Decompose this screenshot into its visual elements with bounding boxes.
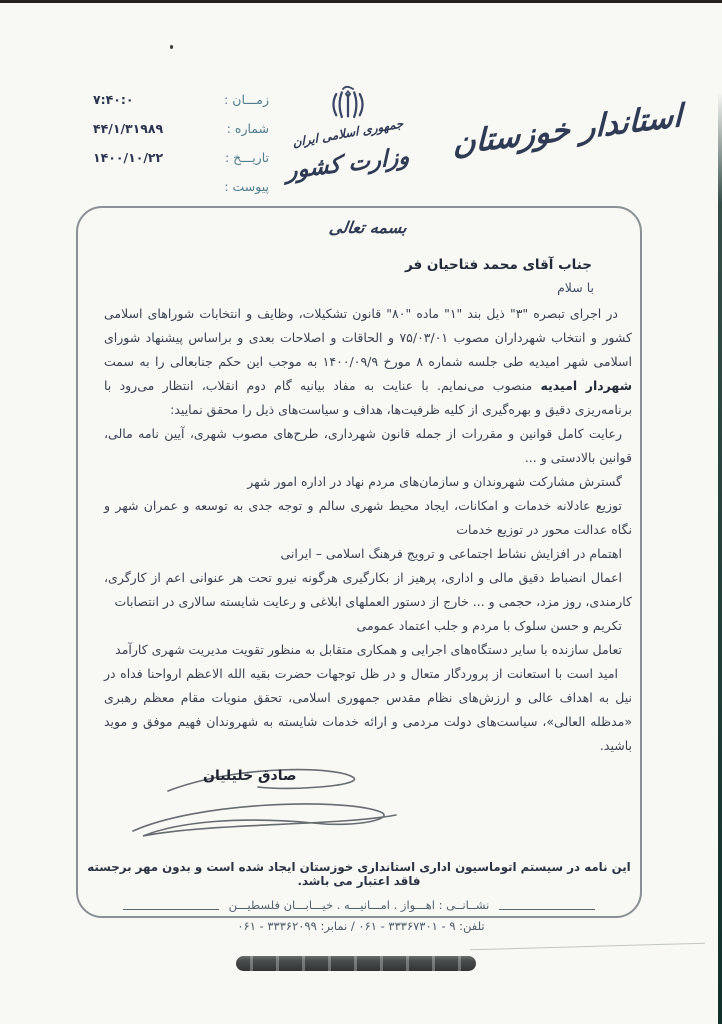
address-text: نشــانــی : اهـــواز . امـــانیـــه . خیـــابـــان فلسطیـــن (228, 898, 490, 912)
scan-top-edge-artifact (0, 0, 722, 3)
attachment-field-row (93, 179, 269, 208)
number-value: ۴۴/۱/۳۱۹۸۹ (93, 121, 164, 136)
date-value: ۱۴۰۰/۱۰/۲۲ (93, 150, 164, 165)
time-field-row (93, 92, 269, 121)
time-value: ۷:۴۰:۰ (93, 92, 134, 107)
scan-crease-artifact (470, 943, 705, 951)
ministry-title: وزارت کشور (286, 143, 410, 185)
policy-item-6: تکریم و حسن سلوک با مردم و جلب اعتماد عمومی (356, 618, 622, 633)
policy-item-5: اعمال انضباط دقیق مالی و اداری، پرهیز از بکارگیری هرگونه نیرو تحت هر عنوانی اعم از کارگری، کارمندی، روز مزد، حجمی و ... خارج از دستور العملهای ابلاغی و رعایت شایسته سالاری در انتصابات (104, 570, 632, 609)
appointment-paragraph (104, 302, 632, 422)
policy-item-1: رعایت کامل قوانین و مقررات از جمله قانون شهرداری، طرح‌های مصوب شهری، آیین نامه مالی، قوانین بالادستی و ... (104, 426, 632, 465)
address-rule-left (123, 909, 219, 910)
address-line (123, 898, 595, 912)
appointee-title-bold: شهردار امیدیه (540, 378, 632, 393)
salutation-text: با سلام (557, 280, 594, 295)
signatory-name: صادق خلیلیان (203, 768, 297, 784)
time-label: زمـــان : (224, 92, 269, 107)
closing-paragraph: امید است با استعانت از پروردگار متعال و در ظل توجهات حضرت بقیه الله الاعظم ارواحنا فداه در نیل به اهداف عالی و ارزش‌های نظام مقدس جمهوری اسلامی، تحقق منویات مقام معظم رهبری «مدظله العالی»، سیاست‌های دولت مردمی و ارائه خدمات شایسته به شهروندان فهیم موفق و موید باشید. (104, 666, 632, 753)
scan-right-edge-artifact (718, 92, 722, 1024)
besmeleh-calligraphy: بسمه تعالی (327, 218, 409, 237)
iran-national-emblem-icon (326, 84, 370, 122)
governorate-calligraphy: استاندار خوزستان (452, 97, 683, 163)
policy-item-2: گسترش مشارکت شهروندان و سازمان‌های مردم نهاد در اداره امور شهر (247, 474, 622, 489)
number-field-row (93, 121, 269, 150)
policy-item-7: تعامل سازنده با سایر دستگاه‌های اجرایی و همکاری متقابل به منظور تقویت مدیریت شهری کارآمد (115, 642, 622, 657)
header-metadata-fields (93, 92, 269, 208)
automation-validity-note: این نامه در سیستم اتوماسیون اداری استانداری خوزستان ایجاد شده است و بدون مهر برجسته فاقد اعتبار می باشد. (87, 860, 631, 888)
address-rule-right (499, 909, 595, 910)
scan-speck-artifact (170, 45, 173, 49)
header-center-block (278, 84, 418, 185)
phone-fax-line: تلفن: ۹ - ۳۳۳۶۷۳۰۱ - ۰۶۱ / نمابر: ۳۳۳۶۲۰۹۹ - ۰۶۱ (237, 919, 485, 933)
attachment-label: پیوست : (224, 179, 269, 194)
appointment-text-before: در اجرای تبصره "۳" ذیل بند "۱" ماده "۸۰" قانون تشکیلات، وظایف و انتخابات شوراهای اسلامی کشور و انتخاب شهرداران مصوب ۷۵/۰۳/۰۱ و الحاقات و اصلاحات بعدی و براساس پیشنهاد شورای اسلامی شهر امیدیه طی جلسه شماره ۸ مورخ ۱۴۰۰/۰۹/۹ به موجب این حکم جنابعالی را به سمت (104, 306, 632, 369)
date-field-row (93, 150, 269, 179)
recipient-name: جناب آقای محمد فتاحیان فر (404, 257, 592, 273)
policy-item-4: اهتمام در افزایش نشاط اجتماعی و ترویج فرهنگ اسلامی – ایرانی (280, 546, 622, 561)
date-label: تاریـــخ : (224, 150, 269, 165)
republic-title: جمهوری اسلامی ایران (292, 116, 404, 150)
clipped-stamp-bar (236, 956, 476, 971)
policy-item-3: توزیع عادلانه خدمات و امکانات، ایجاد محیط شهری سالم و توجه جدی به توسعه و عمران شهر و نگاه عدالت محور در توزیع خدمات (104, 498, 632, 537)
number-label: شماره : (226, 121, 269, 136)
appointment-text-after: منصوب می‌نمایم. با عنایت به مفاد بیانیه گام دوم انقلاب، انتظار می‌رود با برنامه‌ریزی دقیق و بهره‌گیری از کلیه ظرفیت‌ها، هداف و سیاست‌های ذیل را محقق نمایید: (104, 378, 632, 417)
letter-frame (76, 206, 642, 918)
signature-block (108, 756, 418, 871)
